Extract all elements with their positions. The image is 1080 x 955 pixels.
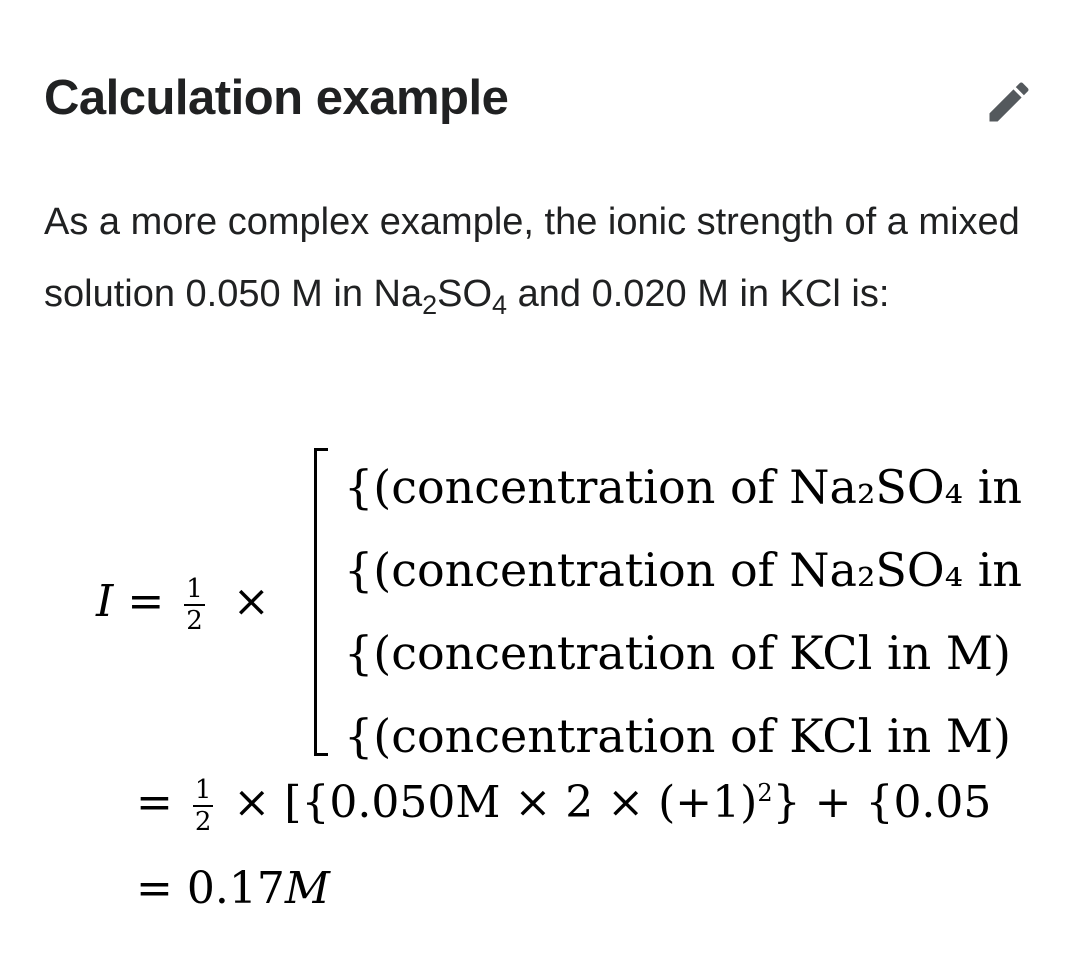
half-fraction (184, 574, 205, 636)
pencil-icon (983, 76, 1035, 128)
fraction-numerator-2: 1 (194, 774, 212, 805)
line-2-expression: × [{0.050M × 2 × (+1) (233, 777, 758, 828)
fraction-denominator: 2 (186, 605, 203, 636)
fraction-denominator-2: 2 (194, 806, 212, 837)
section-heading: Calculation example (44, 71, 509, 125)
intro-text-2: SO (437, 273, 493, 315)
intro-text-1: As a more complex example, the ionic strength of a mixed solution 0.050 M in Na (44, 201, 1020, 315)
equals-sign-3: = (136, 863, 173, 914)
equation-line-3 (136, 858, 330, 920)
equation-row-1: {(concentration of Na₂SO₄ in (344, 460, 1023, 514)
edit-section-button[interactable] (978, 72, 1040, 132)
times-sign: × (232, 576, 270, 627)
intro-sub-2: 4 (492, 290, 508, 320)
result-value: 0.17 (186, 863, 285, 914)
equation-row-2: {(concentration of Na₂SO₄ in (344, 543, 1023, 597)
intro-sub-1: 2 (422, 290, 438, 320)
intro-text-3: and 0.020 M in KCl is: (507, 273, 890, 315)
intro-paragraph (44, 186, 1044, 330)
line-2-tail: } + {0.05 (772, 777, 992, 828)
equation-rows (344, 446, 1034, 778)
left-bracket (314, 448, 328, 756)
ionic-strength-symbol: I (96, 576, 114, 627)
equation-lhs (96, 572, 270, 636)
equation-row-3: {(concentration of KCl in M) (344, 626, 1011, 680)
equals-sign-2: = (136, 777, 173, 828)
line-2-exponent: 2 (757, 779, 773, 807)
result-unit: M (284, 863, 330, 914)
half-fraction-2 (193, 775, 214, 837)
equals-sign: = (127, 576, 165, 627)
equation-row-4: {(concentration of KCl in M) (344, 709, 1011, 763)
fraction-numerator: 1 (186, 573, 203, 604)
equation-line-2 (136, 772, 1032, 837)
